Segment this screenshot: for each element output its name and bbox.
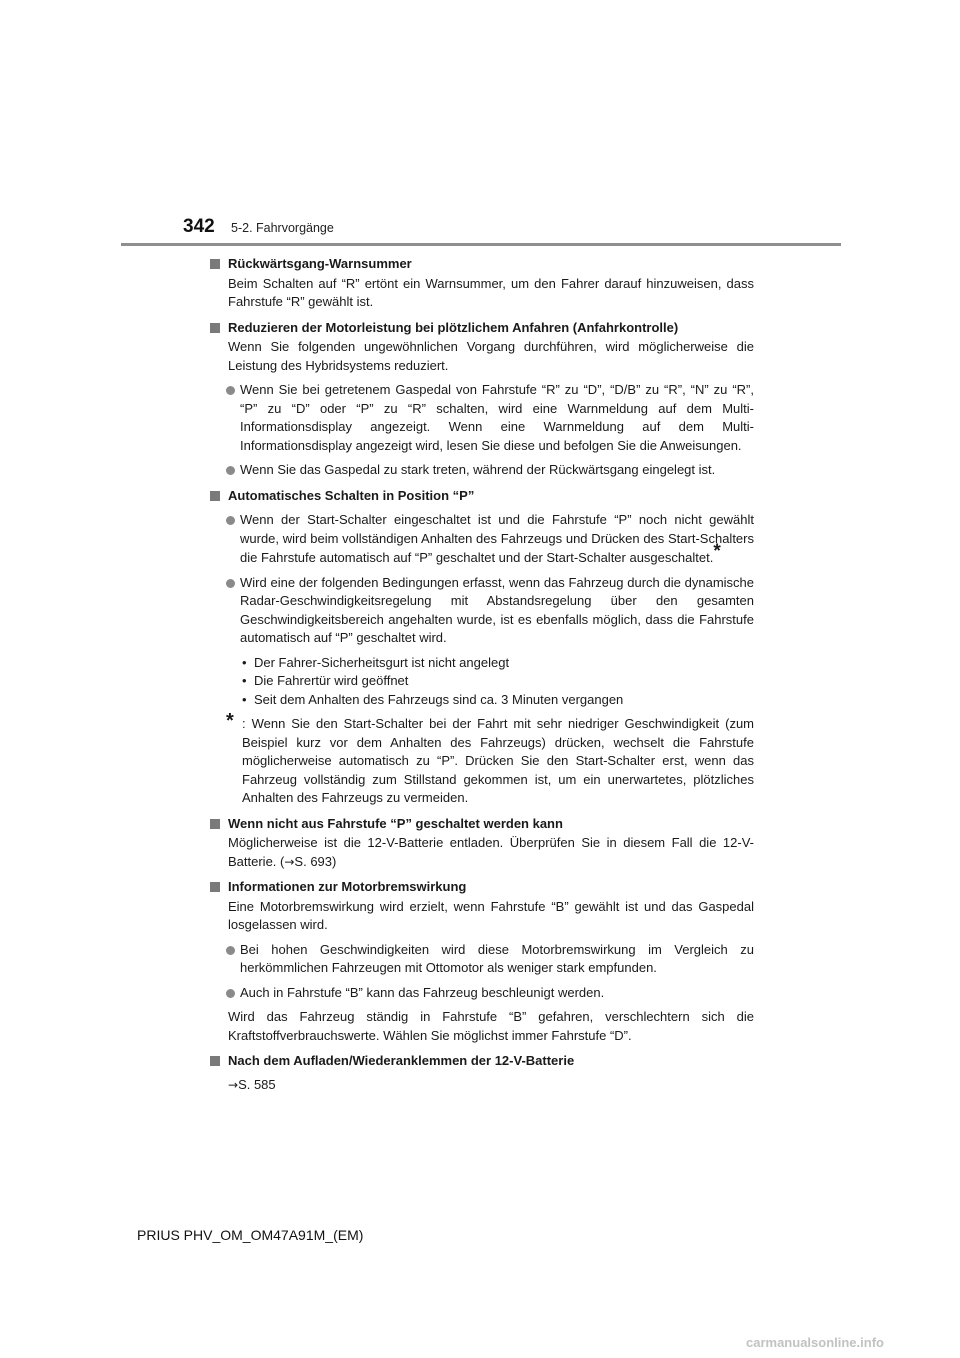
header-divider — [121, 243, 841, 246]
square-bullet-icon — [210, 259, 220, 269]
circle-bullet-icon — [226, 386, 235, 395]
circle-bullet-icon — [226, 466, 235, 475]
list-item: • Der Fahrer-Sicherheitsgurt ist nicht angelegt — [242, 654, 510, 670]
square-bullet-icon — [210, 491, 220, 501]
square-bullet-icon — [210, 323, 220, 333]
document-code: PRIUS PHV_OM_OM47A91M_(EM) — [137, 1227, 364, 1243]
section-heading: Wenn nicht aus Fahrstufe “P” geschaltet werden kann — [209, 815, 754, 834]
square-bullet-icon — [210, 819, 220, 829]
section-heading: Rückwärtsgang-Warnsummer — [209, 255, 754, 274]
footnote: * : Wenn Sie den Start-Schalter bei der Fahrt mit sehr niedriger Geschwindigkeit (zum Beispiel kurz vor dem Anhalten des Fahrzeugs) drücken, wechselt die Fahrstufe möglicherweise automatisch zu “P”. Drücken Sie den Start-Schalter erst, wenn das Fahrzeug vollständig zum Stillstand gekommen ist, um ein unerwartetes, plötzliches Anhalten des Fahrzeugs zu vermeiden. — [226, 710, 754, 805]
paragraph: Eine Motorbremswirkung wird erzielt, wenn Fahrstufe “B” gewählt ist und das Gaspedal losgelassen wird. — [228, 898, 754, 932]
section-heading: Informationen zur Motorbremswirkung — [209, 878, 754, 897]
section-heading: Automatisches Schalten in Position “P” — [209, 487, 754, 506]
bullet-item: Wird eine der folgenden Bedingungen erfasst, wenn das Fahrzeug durch die dynamische Radar-Geschwindigkeitsregelung mit Abstandsregelung über den gesamten Geschwindigkeitsbereich angehalten wurde, ist es ebenfalls möglich, dass die Fahrstufe automatisch auf “P” geschaltet wird. — [209, 574, 754, 648]
paragraph: Beim Schalten auf “R” ertönt ein Warnsummer, um den Fahrer darauf hinzuweisen, dass Fahrstufe “R” gewählt ist. — [228, 275, 754, 309]
bullet-item: Auch in Fahrstufe “B” kann das Fahrzeug beschleunigt werden. — [209, 984, 754, 1003]
section-heading: Nach dem Aufladen/Wiederanklemmen der 12-V-Batterie — [209, 1052, 754, 1071]
section-title: 5-2. Fahrvorgänge — [231, 221, 334, 235]
circle-bullet-icon — [226, 946, 235, 955]
square-bullet-icon — [210, 882, 220, 892]
page-body — [209, 255, 754, 1094]
square-bullet-icon — [210, 1056, 220, 1066]
list-item: • Die Fahrertür wird geöffnet — [242, 673, 409, 688]
paragraph: Möglicherweise ist die 12-V-Batterie entladen. Überprüfen Sie in diesem Fall die 12-V-Batterie. (→S. 693) — [228, 835, 754, 869]
page-reference[interactable]: S. 693) — [294, 853, 337, 869]
section-heading: Reduzieren der Motorleistung bei plötzlichem Anfahren (Anfahrkontrolle) — [209, 319, 754, 338]
circle-bullet-icon — [226, 516, 235, 525]
paragraph: Wird das Fahrzeug ständig in Fahrstufe “B” gefahren, verschlechtern sich die Kraftstoffverbrauchswerte. Wählen Sie möglichst immer Fahrstufe “D”. — [228, 1009, 754, 1043]
circle-bullet-icon — [226, 579, 235, 588]
bullet-item: Wenn Sie das Gaspedal zu stark treten, während der Rückwärtsgang eingelegt ist. — [209, 461, 754, 480]
page-reference[interactable]: S. 585 — [238, 1076, 276, 1092]
paragraph: Wenn Sie folgenden ungewöhnlichen Vorgang durchführen, wird möglicherweise die Leistung des Hybridsystems reduziert. — [228, 339, 754, 373]
bullet-item: Bei hohen Geschwindigkeiten wird diese Motorbremswirkung im Vergleich zu herkömmlichen Fahrzeugen mit Ottomotor als weniger stark empfunden. — [209, 941, 754, 978]
footnote-asterisk: * — [226, 710, 234, 732]
list-item: • Seit dem Anhalten des Fahrzeugs sind ca. 3 Minuten vergangen — [242, 691, 624, 707]
circle-bullet-icon — [226, 989, 235, 998]
arrow-right-icon: → — [228, 1077, 239, 1092]
footnote-marker: * — [713, 541, 721, 562]
arrow-right-icon: → — [284, 854, 295, 869]
sub-list — [209, 654, 754, 710]
paragraph — [209, 1076, 754, 1095]
bullet-item: Wenn der Start-Schalter eingeschaltet ist und die Fahrstufe “P” noch nicht gewählt wurde, wird beim vollständigen Anhalten des Fahrzeugs und Drücken des Start-Schalters die Fahrstufe automatisch auf “P” geschaltet und der Start-Schalter ausgeschaltet.* — [209, 511, 754, 568]
watermark: carmanualsonline.info — [746, 1335, 884, 1350]
bullet-item: Wenn Sie bei getretenem Gaspedal von Fahrstufe “R” zu “D”, “D/B” zu “R”, “N” zu “R”, “P” zu “D” oder “P” zu “R” schalten, wird eine Warnmeldung auf dem Multi-Informationsdisplay angezeigt. Wenn eine Warnmeldung auf dem Multi-Informationsdisplay angezeigt wird, lesen Sie diese und befolgen Sie die Anweisungen. — [209, 381, 754, 455]
page-number: 342 — [183, 216, 215, 237]
